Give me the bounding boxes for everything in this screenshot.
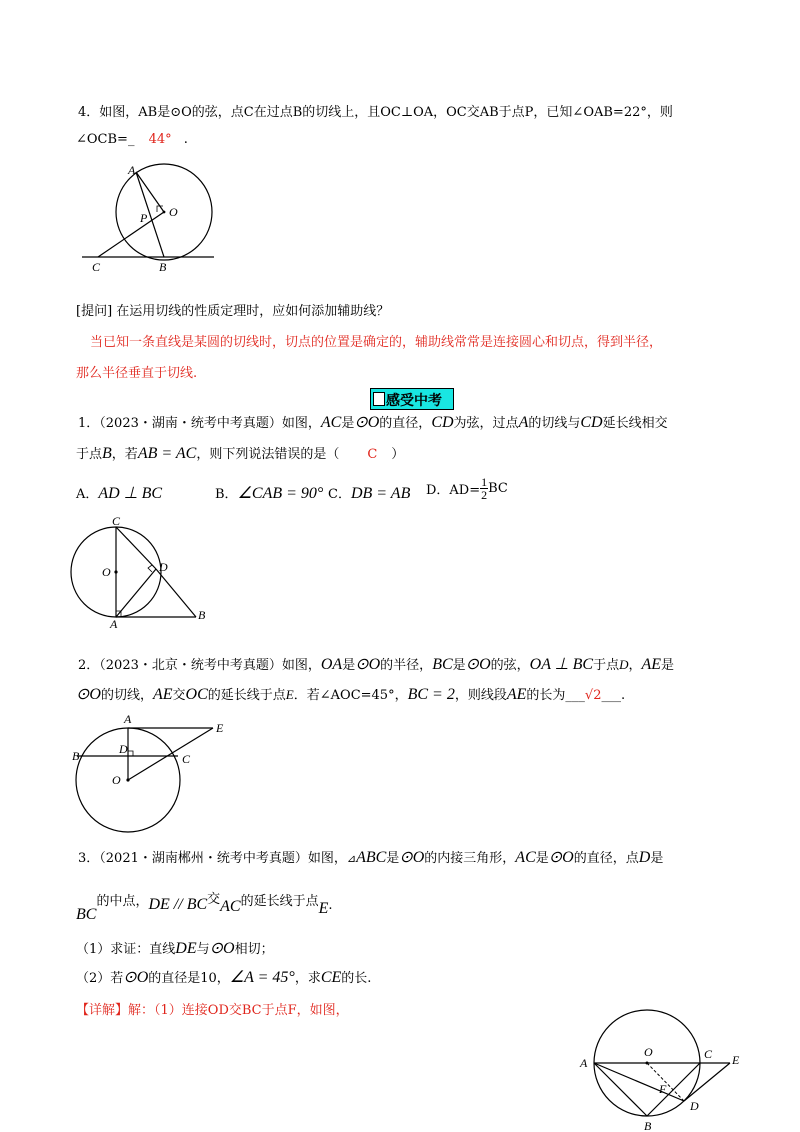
p3-var-CE: CE — [320, 969, 342, 986]
fig-q4-label-C: C — [92, 260, 101, 274]
p2-bc-equation: BC = 2 — [407, 686, 455, 703]
fig-q4-label-A: A — [128, 163, 136, 177]
fig-p3-label-A: A — [580, 1056, 588, 1070]
p3-text: 的延长线于点 — [240, 894, 319, 909]
fig-p3-label-B: B — [644, 1119, 652, 1132]
p1-var-A: A — [518, 414, 529, 431]
p2-text: 是 — [661, 658, 675, 673]
p1-var-AC: AC — [320, 414, 342, 431]
p1-text: 是 — [341, 416, 355, 431]
p3-circle-O: ⊙O — [399, 849, 425, 866]
question-text: 在运用切线的性质定理时，应如何添加辅助线？ — [116, 304, 390, 319]
p1-var-B: B — [102, 445, 112, 462]
p3-arc-BC: BC — [76, 906, 97, 923]
p3-text: 的长. — [341, 971, 372, 986]
fig-q4-label-P: P — [140, 211, 148, 225]
p1-option-d-label: D．AD= — [426, 483, 481, 498]
p3-text: 与 — [196, 942, 210, 957]
p3-parallel: DE // BC — [148, 896, 208, 913]
p3-text: 是 — [650, 851, 664, 866]
fraction-denominator: 2 — [481, 488, 488, 502]
p2-var-OA: OA — [320, 656, 343, 673]
p2-text: ，则线段 — [454, 688, 507, 703]
p2-blank: ___ — [601, 688, 621, 703]
detail-text: 解：（1）连接OD交BC于点F，如图， — [128, 1003, 349, 1018]
p2-answer: √2 — [584, 688, 602, 703]
p1-option-c-label: C． — [328, 487, 351, 502]
section-title: 感受中考 — [386, 393, 442, 409]
p2-var-D: D — [619, 657, 629, 672]
p3-sub1 — [76, 938, 274, 958]
p3-text: 是 — [386, 851, 400, 866]
p1-option-a-label: A． — [76, 487, 99, 502]
p1-option-a: AD ⊥ BC — [98, 485, 163, 502]
p3-text: 的直径，点 — [573, 851, 639, 866]
p1-answer: C — [367, 447, 378, 462]
answer-line1: 当已知一条直线是某圆的切线时，切点的位置是确定的，辅助线常常是连接圆心和切点，得到半径， — [90, 335, 663, 350]
q4-suffix: . — [183, 132, 188, 147]
p3-text: . — [328, 898, 333, 913]
question-label: [提问] — [76, 304, 113, 319]
p3-var-AC: AC — [220, 898, 241, 915]
p1-option-c-wrap — [328, 483, 410, 503]
p1-options — [76, 483, 162, 503]
p2-text: 于点 — [593, 658, 620, 673]
p3-var-E: E — [318, 900, 329, 917]
p2-text: ．若∠AOC=45°， — [293, 688, 408, 703]
p3-var-ABC: ABC — [356, 849, 387, 866]
p2-text: 是 — [452, 658, 466, 673]
p2-line1 — [78, 654, 674, 674]
p1-var-CD: CD — [580, 414, 603, 431]
p3-text: 3．（2021・湖南郴州・统考中考真题）如图， — [78, 851, 347, 866]
p3-sub2 — [76, 967, 371, 987]
p2-text: . — [620, 688, 626, 703]
p3-text: 的内接三角形， — [424, 851, 516, 866]
p3-var-AC: AC — [515, 849, 536, 866]
p2-var-E: E — [285, 687, 294, 702]
p3-text: ，求 — [294, 971, 321, 986]
p1-option-c: DB = AB — [350, 485, 411, 502]
p2-text: 2．（2023・北京・统考中考真题）如图， — [78, 658, 321, 673]
p2-text: ， — [628, 658, 642, 673]
fraction-numerator: 1 — [481, 475, 488, 489]
p2-circle-O: ⊙O — [76, 686, 101, 703]
p1-var-CD: CD — [431, 414, 454, 431]
fig-p2-label-E: E — [216, 721, 224, 735]
figure-p2 — [68, 710, 243, 835]
p3-var-DE: DE — [175, 940, 197, 957]
p2-var-BC: BC — [432, 656, 453, 673]
p3-angle: ∠A = 45° — [229, 969, 295, 986]
p1-text: 1．（2023・湖南・统考中考真题）如图， — [78, 416, 321, 431]
figure-p3 — [572, 1008, 752, 1132]
p1-option-b: ∠CAB = 90° — [237, 485, 324, 502]
p1-text: 于点 — [76, 447, 103, 462]
p2-text: 的半径， — [380, 658, 433, 673]
p1-line2 — [76, 443, 404, 463]
fig-q4-label-O: O — [169, 205, 178, 219]
fig-p2-label-B: B — [72, 749, 80, 763]
q4-answer: 44° — [148, 132, 172, 147]
fig-p3-label-O: O — [644, 1045, 653, 1059]
p2-perp: OA ⊥ BC — [529, 656, 594, 673]
p2-text: 的延长线于点 — [207, 688, 286, 703]
fig-p1-label-C: C — [112, 515, 121, 528]
p2-var-AE: AE — [641, 656, 662, 673]
triangle-icon: ⊿ — [346, 852, 357, 865]
p1-text: ，若 — [111, 447, 138, 462]
q4-line2 — [76, 132, 188, 147]
p3-line2 — [76, 892, 333, 923]
p1-equation: AB = AC — [137, 445, 197, 462]
p3-circle-O: ⊙O — [209, 940, 235, 957]
question-line — [76, 300, 389, 319]
p3-text: 的中点， — [96, 894, 149, 909]
fig-p1-label-O: O — [102, 565, 111, 579]
fig-q4-label-B: B — [159, 260, 167, 274]
p3-circle-O: ⊙O — [548, 849, 574, 866]
detail-tag: 【详解】 — [76, 1003, 129, 1018]
q4-line1: 4．如图，AB是⊙O的弦，点C在过点B的切线上，且OC⊥OA，OC交AB于点P，已知∠OAB=22°，则 — [78, 105, 673, 120]
fig-p3-label-E: E — [732, 1053, 740, 1067]
fig-p2-label-O: O — [112, 773, 121, 787]
figure-q4 — [78, 160, 223, 275]
p1-option-b-wrap — [215, 483, 323, 503]
p3-text: （1）求证：直线 — [76, 942, 176, 957]
p3-circle-O: ⊙O — [123, 969, 149, 986]
p2-text: 是 — [342, 658, 356, 673]
p3-text: 的直径是10， — [148, 971, 230, 986]
p2-text: 交 — [172, 688, 186, 703]
fig-p1-label-D: D — [159, 560, 168, 574]
p1-option-b-label: B． — [215, 487, 238, 502]
figure-p1 — [68, 515, 218, 630]
p1-option-d-suffix: BC — [488, 481, 508, 496]
q4-prefix: ∠OCB=_ — [76, 132, 135, 147]
p1-line1 — [78, 412, 668, 432]
p2-text: 的长为 — [526, 688, 566, 703]
p1-text: ，则下列说法错误的是（ — [196, 447, 340, 462]
p2-text: 的弦， — [490, 658, 530, 673]
p1-option-d-fraction — [480, 476, 488, 501]
p3-text: 交 — [207, 892, 221, 907]
p2-var-AE: AE — [506, 686, 527, 703]
p3-var-D: D — [638, 849, 651, 866]
p2-circle-O: ⊙O — [355, 656, 381, 673]
p3-text: 是 — [535, 851, 549, 866]
fig-p2-label-D: D — [119, 742, 128, 756]
p1-text: 的直径， — [379, 416, 432, 431]
fig-p3-label-D: D — [690, 1099, 699, 1113]
checkbox-icon — [373, 392, 385, 406]
p2-circle-O: ⊙O — [465, 656, 491, 673]
p1-text: 延长线相交 — [602, 416, 668, 431]
p3-line1 — [78, 847, 663, 867]
fig-p1-label-B: B — [198, 608, 206, 622]
p2-line2 — [76, 684, 625, 704]
p3-text: 相切； — [234, 942, 274, 957]
p2-blank: ___ — [565, 688, 585, 703]
fig-p1-label-A: A — [110, 617, 118, 630]
p3-text: （2）若 — [76, 971, 124, 986]
fig-p2-label-C: C — [182, 752, 191, 766]
p1-option-d-wrap — [426, 476, 508, 501]
section-title-badge — [370, 388, 454, 410]
p2-var-AE: AE — [152, 686, 173, 703]
p2-var-OC: OC — [185, 686, 208, 703]
fig-p2-label-A: A — [124, 712, 132, 726]
p1-text: 为弦，过点 — [453, 416, 519, 431]
p1-text: ） — [391, 447, 405, 462]
p3-detail — [76, 999, 349, 1018]
fig-p3-label-F: F — [659, 1082, 667, 1096]
fig-p3-label-C: C — [704, 1047, 713, 1061]
p1-circle-O: ⊙O — [354, 414, 380, 431]
p2-text: 的切线， — [100, 688, 153, 703]
p1-text: 的切线与 — [528, 416, 581, 431]
answer-line2: 那么半径垂直于切线. — [76, 366, 198, 381]
